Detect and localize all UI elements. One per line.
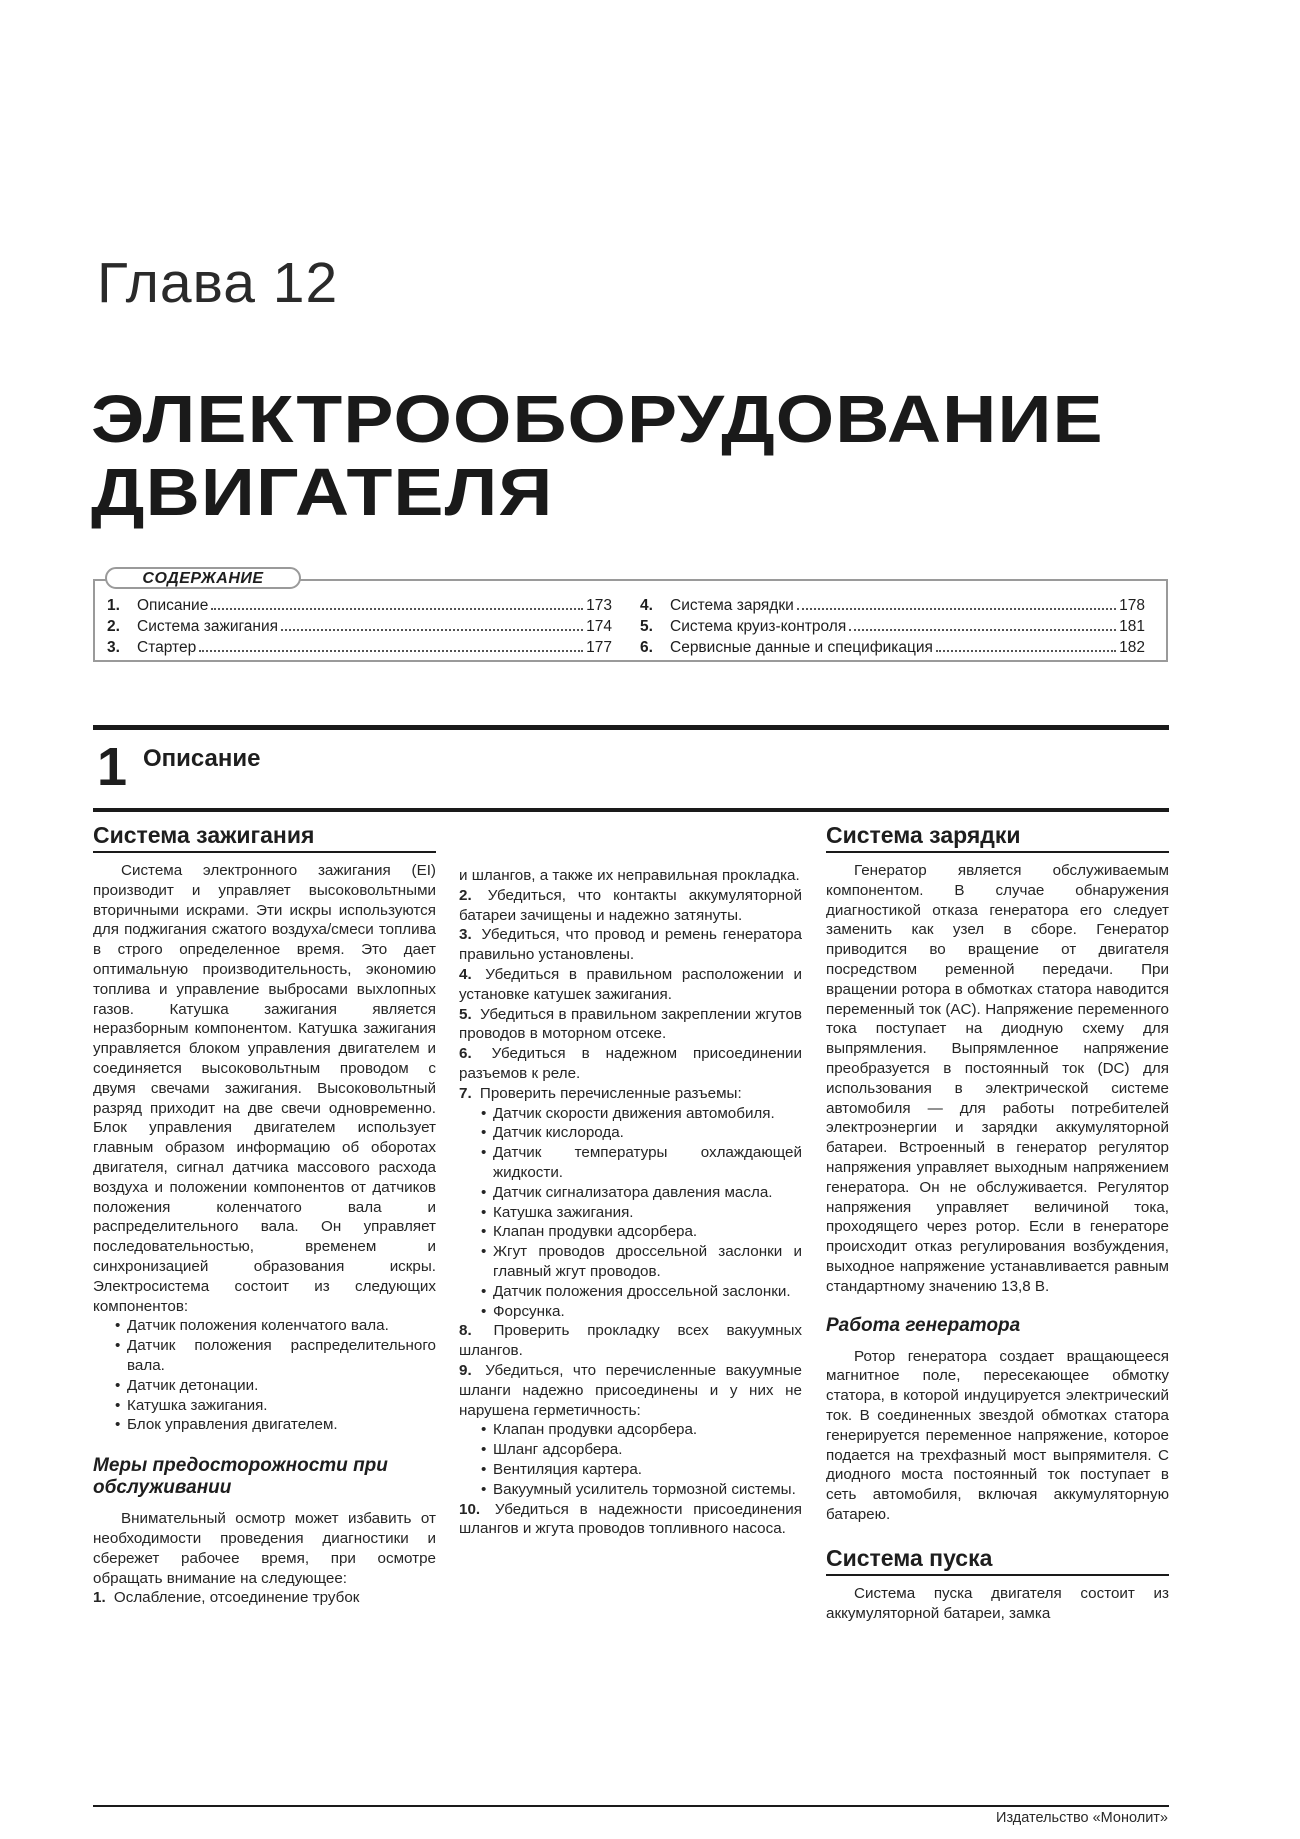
- hose-item: • Вакуумный усилитель тормозной системы.: [459, 1480, 802, 1500]
- item-text: Убедиться, что провод и ремень генератора правильно установлены.: [459, 926, 802, 964]
- checklist-item: [459, 1084, 802, 1104]
- toc-leader: [797, 608, 1116, 610]
- section-title: Описание: [143, 745, 261, 772]
- checklist-item: [459, 1005, 802, 1045]
- toc-title: Стартер: [137, 639, 197, 656]
- toc-number: 2.: [107, 618, 120, 635]
- toc-page: 177: [586, 639, 612, 656]
- precautions-item: [93, 1588, 436, 1608]
- connector-item: • Форсунка.: [459, 1302, 802, 1322]
- checklist-item: [459, 1500, 802, 1540]
- toc-leader: [211, 608, 583, 610]
- connector-item: • Клапан продувки адсорбера.: [459, 1222, 802, 1242]
- toc-entry[interactable]: [640, 595, 1145, 616]
- item-number: 6.: [459, 1045, 472, 1063]
- toc-page: 181: [1119, 618, 1145, 635]
- item-text: Убедиться в надежности присоединения шлангов и жгута проводов топливного насоса.: [459, 1500, 802, 1538]
- toc-number: 3.: [107, 639, 120, 656]
- chapter-title-line1: ЭЛЕКТРООБОРУДОВАНИЕ: [91, 382, 1104, 457]
- item-text: Убедиться в правильном закреплении жгутов проводов в моторном отсеке.: [459, 1005, 802, 1043]
- ignition-component: • Катушка зажигания.: [93, 1396, 436, 1416]
- toc-leader: [936, 650, 1116, 652]
- item-text: Проверить прокладку всех вакуумных шлангов.: [459, 1322, 802, 1360]
- section-number: 1: [97, 737, 128, 797]
- item-text: Убедиться в надежном присоединении разъемов к реле.: [459, 1045, 802, 1082]
- chapter-title: [91, 383, 1104, 529]
- ignition-component: • Датчик положения распределительного вала.: [93, 1336, 436, 1376]
- generator-heading: Работа генератора: [826, 1314, 1021, 1336]
- starting-body: [826, 1584, 1169, 1624]
- toc-entry[interactable]: [107, 595, 612, 616]
- section-bottom-rule: [93, 808, 1169, 812]
- chapter-label: Глава 12: [97, 251, 339, 315]
- ignition-intro: Система электронного зажигания (EI) производит и управляет высоковольтными вторичными искрами. Эти искры используются для поджигания сжатого воздуха/смеси топлива в строго определенное время. Это дает оптимальную производительность, экономию топлива и управление выбросами выхлопных газов. Катушка зажигания является неразборным компонентом. Катушка зажигания управляется блоком управления двигателем и соединяется высоковольтным проводом с двумя свечами зажигания. Высоковольтный разряд приходит на две свечи одновременно. Блок управления двигателем использует главным образом информацию об оборотах двигателя, сигнал датчика массового расхода воздуха и положении компонентов от датчиков положения коленчатого вала и распределительного вала. Он управляет последовательностью, временем и синхронизацией образования искры. Электросистема состоит из следующих компонентов:: [93, 862, 436, 1315]
- toc-entry[interactable]: [640, 637, 1145, 658]
- checklist-item: [459, 1044, 802, 1084]
- checklist-item: [459, 886, 802, 926]
- item-number: 3.: [459, 926, 472, 944]
- charging-body: [826, 861, 1169, 1297]
- toc-right-column: [640, 595, 1145, 658]
- charging-text: Генератор является обслуживаемым компонентом. В случае обнаружения диагностикой отказа генератора его следует заменить как узел в сборе. Генератор приводится во вращение от двигателя посредством ременной передачи. При вращении ротора в обмотках статора наводится переменный ток (AC). Напряжение переменного тока поступает на диодную схему для выпрямления. Выпрямленное напряжение преобразуется в постоянный ток (DC) для использования в электрической системе автомобиля — для работы потребителей электроэнергии и зарядки аккумуляторной батареи. Встроенный в генератор регулятор напряжения управляет выходным напряжением генератора. Он не обслуживается. Регулятор напряжения управляет величиной тока, проходящего через ротор. Если в генераторе происходит отказ регулирования возбуждения, выходное напряжение устанавливается равным стандартному значению 13,8 В.: [826, 862, 1169, 1295]
- toc-title: Система круиз-контроля: [670, 618, 847, 635]
- chapter-title-line2: ДВИГАТЕЛЯ: [91, 455, 554, 530]
- connector-item: • Датчик температуры охлаждающей жидкости.: [459, 1143, 802, 1183]
- item-number: 8.: [459, 1322, 472, 1340]
- connector-item: • Датчик кислорода.: [459, 1123, 802, 1143]
- item-number: 5.: [459, 1005, 472, 1023]
- toc-page: 173: [586, 597, 612, 614]
- column-checklist: [459, 866, 802, 1539]
- toc-number: 4.: [640, 597, 653, 614]
- toc-entry[interactable]: [640, 616, 1145, 637]
- checklist-item: [459, 1321, 802, 1361]
- precautions-body: [93, 1509, 436, 1608]
- connector-item: • Датчик скорости движения автомобиля.: [459, 1104, 802, 1124]
- toc-leader: [199, 650, 583, 652]
- item-number: 2.: [459, 886, 472, 904]
- ignition-component: • Датчик положения коленчатого вала.: [93, 1316, 436, 1336]
- connector-item: • Датчик положения дроссельной заслонки.: [459, 1282, 802, 1302]
- starting-text: Система пуска двигателя состоит из аккумуляторной батареи, замка: [826, 1584, 1169, 1622]
- item-text: Убедиться, что контакты аккумуляторной батареи зачищены и надежно затянуты.: [459, 886, 802, 924]
- item-text: Убедиться в правильном расположении и установке катушек зажигания.: [459, 965, 802, 1003]
- section-top-rule: [93, 725, 1169, 730]
- checklist-item: [459, 965, 802, 1005]
- toc-title: Сервисные данные и спецификация: [670, 639, 933, 656]
- toc-title: Описание: [137, 597, 209, 614]
- generator-body: [826, 1347, 1169, 1525]
- connector-item: • Жгут проводов дроссельной заслонки и главный жгут проводов.: [459, 1242, 802, 1282]
- item-number: 7.: [459, 1084, 472, 1102]
- starting-heading: Система пуска: [826, 1543, 1169, 1576]
- toc-leader: [849, 629, 1116, 631]
- ignition-component: • Датчик детонации.: [93, 1376, 436, 1396]
- connector-item: • Датчик сигнализатора давления масла.: [459, 1183, 802, 1203]
- toc-left-column: [107, 595, 612, 658]
- toc-entry[interactable]: [107, 616, 612, 637]
- checklist-item: [459, 925, 802, 965]
- ignition-body: [93, 861, 436, 1435]
- ignition-heading: Система зажигания: [93, 820, 436, 853]
- toc-number: 6.: [640, 639, 653, 656]
- checklist-body: [459, 866, 802, 1539]
- item-number: 4.: [459, 965, 472, 983]
- footer-rule: [93, 1805, 1169, 1807]
- table-of-contents: [93, 579, 1168, 662]
- toc-number: 1.: [107, 597, 120, 614]
- column-ignition: [93, 820, 436, 1608]
- toc-number: 5.: [640, 618, 653, 635]
- connector-item: • Катушка зажигания.: [459, 1203, 802, 1223]
- item-text: Ослабление, отсоединение трубок: [113, 1589, 360, 1607]
- toc-page: 178: [1119, 597, 1145, 614]
- toc-entry[interactable]: [107, 637, 612, 658]
- item-number: 1.: [93, 1589, 106, 1607]
- item-number: 10.: [459, 1500, 481, 1518]
- checklist-item: [459, 1361, 802, 1420]
- item-text: Проверить перечисленные разъемы:: [479, 1084, 742, 1102]
- toc-heading: СОДЕРЖАНИЕ: [105, 567, 301, 589]
- checklist-lead: и шлангов, а также их неправильная прокладка.: [459, 867, 800, 884]
- toc-leader: [281, 629, 583, 631]
- generator-text: Ротор генератора создает вращающееся магнитное поле, пересекающее обмотку статора, в которой индуцируется электрический ток. В соединенных звездой обмотках статора генерируется переменное напряжение, которое подается на трехфазный мост выпрямителя. С диодного моста постоянный ток поступает в сеть автомобиля, включая аккумуляторную батарею.: [826, 1347, 1169, 1523]
- publisher-name: Издательство «Монолит»: [996, 1810, 1168, 1826]
- hose-item: • Вентиляция картера.: [459, 1460, 802, 1480]
- hose-item: • Клапан продувки адсорбера.: [459, 1420, 802, 1440]
- toc-page: 182: [1119, 639, 1145, 656]
- toc-page: 174: [586, 618, 612, 635]
- toc-title: Система зарядки: [670, 597, 794, 614]
- toc-title: Система зажигания: [137, 618, 279, 635]
- precautions-heading: Меры предосторожности при обслуживании: [93, 1455, 388, 1499]
- precautions-intro: Внимательный осмотр может избавить от необходимости проведения диагностики и сбережет рабочее время, при осмотре обращать внимание на следующее:: [93, 1510, 436, 1587]
- item-text: Убедиться, что перечисленные вакуумные шланги надежно присоединены и у них не нарушена герметичность:: [459, 1361, 802, 1419]
- item-number: 9.: [459, 1361, 472, 1379]
- ignition-component: • Блок управления двигателем.: [93, 1415, 436, 1435]
- column-charging: [826, 820, 1169, 1623]
- hose-item: • Шланг адсорбера.: [459, 1440, 802, 1460]
- charging-heading: Система зарядки: [826, 820, 1169, 853]
